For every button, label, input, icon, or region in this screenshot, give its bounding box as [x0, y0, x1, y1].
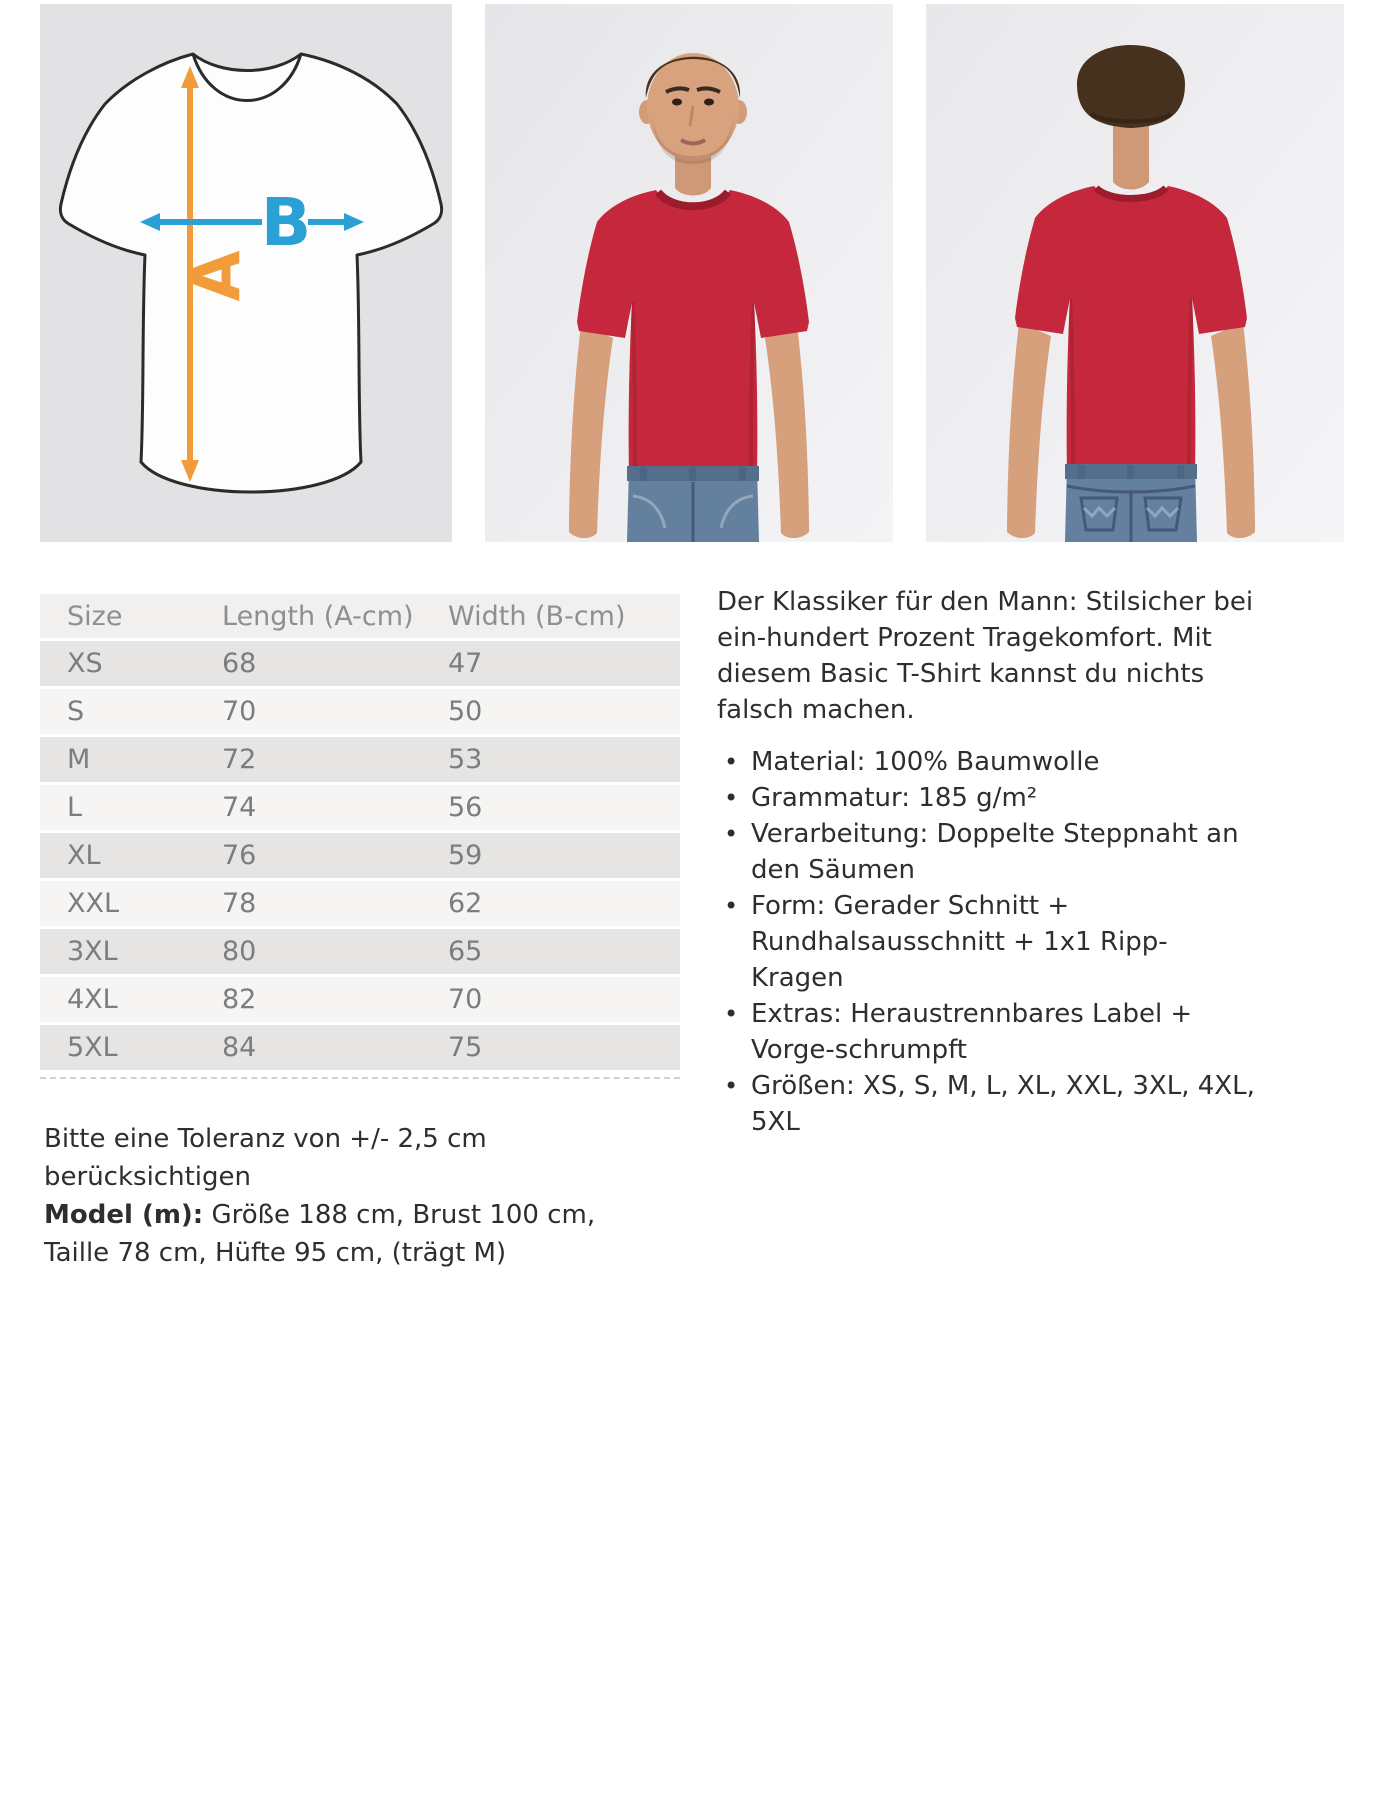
- table-cell: M: [40, 737, 195, 782]
- table-cell: 59: [421, 833, 680, 878]
- table-cell: 4XL: [40, 977, 195, 1022]
- feature-item: • Material: 100% Baumwolle: [717, 744, 1257, 780]
- table-cell: XXL: [40, 881, 195, 926]
- column-header: Length (A-cm): [195, 594, 421, 638]
- table-cell: 80: [195, 929, 421, 974]
- column-header: Size: [40, 594, 195, 638]
- table-cell: 84: [195, 1025, 421, 1070]
- table-cell: 53: [421, 737, 680, 782]
- feature-item: • Verarbeitung: Doppelte Steppnaht an den Säumen: [717, 816, 1257, 888]
- table-row: [40, 833, 680, 878]
- table-row: [40, 929, 680, 974]
- table-cell: XL: [40, 833, 195, 878]
- table-row: [40, 977, 680, 1022]
- table-cell: 50: [421, 689, 680, 734]
- front-photo-illustration: [485, 4, 893, 542]
- feature-list: [717, 744, 1257, 1140]
- model-info-text: Größe 188 cm, Brust 100 cm, Taille 78 cm, Hüfte 95 cm, (trägt M): [44, 1200, 596, 1268]
- size-diagram-image[interactable]: [40, 4, 452, 542]
- table-cell: 70: [421, 977, 680, 1022]
- table-cell: 82: [195, 977, 421, 1022]
- product-description: [717, 584, 1257, 1140]
- measure-label-a: A: [178, 250, 256, 302]
- table-cell: 74: [195, 785, 421, 830]
- feature-item: • Grammatur: 185 g/m²: [717, 780, 1257, 816]
- table-row: [40, 641, 680, 686]
- table-cell: 65: [421, 929, 680, 974]
- tshirt-measure-diagram: [40, 4, 452, 542]
- table-cell: XS: [40, 641, 195, 686]
- table-cell: 62: [421, 881, 680, 926]
- table-cell: L: [40, 785, 195, 830]
- product-photo-back[interactable]: [926, 4, 1344, 542]
- column-header: Width (B-cm): [421, 594, 680, 638]
- size-table-body: [40, 641, 680, 1070]
- table-row: [40, 737, 680, 782]
- table-row: [40, 785, 680, 830]
- description-intro: Der Klassiker für den Mann: Stilsicher bei ein-hundert Prozent Tragekomfort. Mit diesem Basic T-Shirt kannst du nichts falsch machen.: [717, 587, 1254, 725]
- footer-notes: [44, 1120, 619, 1272]
- table-cell: 56: [421, 785, 680, 830]
- feature-item: • Form: Gerader Schnitt + Rundhalsausschnitt + 1x1 Ripp-Kragen: [717, 888, 1257, 996]
- table-row: [40, 1025, 680, 1070]
- table-cell: 76: [195, 833, 421, 878]
- feature-item: • Extras: Heraustrennbares Label + Vorge-schrumpft: [717, 996, 1257, 1068]
- table-cell: 68: [195, 641, 421, 686]
- table-cell: 3XL: [40, 929, 195, 974]
- table-cell: 75: [421, 1025, 680, 1070]
- table-row: [40, 689, 680, 734]
- tolerance-note: Bitte eine Toleranz von +/- 2,5 cm berücksichtigen: [44, 1124, 487, 1192]
- size-table: [40, 591, 680, 1073]
- table-cell: 5XL: [40, 1025, 195, 1070]
- table-cell: 78: [195, 881, 421, 926]
- model-info-label: Model (m):: [44, 1200, 204, 1230]
- size-table-header-row: [40, 594, 680, 638]
- table-cell: 72: [195, 737, 421, 782]
- table-cell: 47: [421, 641, 680, 686]
- product-photo-front[interactable]: [485, 4, 893, 542]
- measure-label-b: B: [260, 184, 312, 261]
- table-cell: S: [40, 689, 195, 734]
- model-info: [44, 1196, 619, 1272]
- table-cell: 70: [195, 689, 421, 734]
- table-row: [40, 881, 680, 926]
- back-photo-illustration: [926, 4, 1344, 542]
- feature-item: • Größen: XS, S, M, L, XL, XXL, 3XL, 4XL, 5XL: [717, 1068, 1257, 1140]
- table-bottom-divider: [40, 1077, 680, 1079]
- product-images-row: [40, 4, 1344, 542]
